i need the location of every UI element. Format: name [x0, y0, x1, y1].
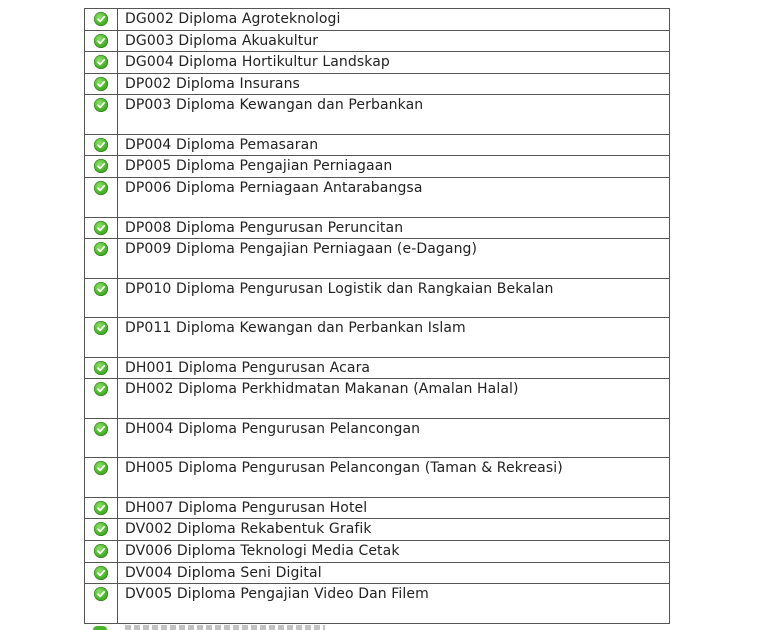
icon-cell: [85, 541, 118, 562]
course-name: DV004 Diploma Seni Digital: [125, 564, 322, 581]
table-row: [85, 358, 669, 380]
course-name: DV006 Diploma Teknologi Media Cetak: [125, 542, 400, 559]
check-circle-icon: [94, 77, 108, 91]
course-name: DG003 Diploma Akuakultur: [125, 32, 319, 49]
check-circle-icon: [94, 242, 108, 256]
table-row: [85, 74, 669, 96]
icon-cell: [85, 135, 118, 156]
table-row: [85, 279, 669, 319]
icon-cell: [85, 31, 118, 52]
check-circle-icon: [94, 321, 108, 335]
table-row: [85, 458, 669, 498]
table-row: [85, 31, 669, 53]
partial-next-row: [84, 625, 668, 630]
table-row: [85, 239, 669, 279]
course-name: DG002 Diploma Agroteknologi: [125, 11, 341, 27]
course-name: DH005 Diploma Pengurusan Pelancongan (Taman & Rekreasi): [125, 460, 563, 477]
icon-cell: [85, 74, 118, 95]
check-circle-icon: [94, 587, 108, 601]
table-row: [85, 52, 669, 74]
course-name: DP005 Diploma Pengajian Perniagaan: [125, 158, 393, 175]
icon-cell: [85, 358, 118, 379]
course-name: DP008 Diploma Pengurusan Peruncitan: [125, 219, 404, 236]
check-circle-icon: [94, 159, 108, 173]
check-circle-icon: [94, 361, 108, 375]
course-name: DH001 Diploma Pengurusan Acara: [125, 359, 371, 376]
check-circle-icon: [94, 422, 108, 436]
icon-cell: [85, 318, 118, 357]
icon-cell: [85, 584, 118, 623]
check-circle-icon: [94, 221, 108, 235]
icon-cell: [85, 95, 118, 134]
check-circle-icon: [94, 181, 108, 195]
icon-cell: [85, 279, 118, 318]
check-circle-icon: [94, 138, 108, 152]
table-row: [85, 563, 669, 585]
table-row: [85, 379, 669, 419]
icon-cell: [85, 178, 118, 217]
course-name: DV005 Diploma Pengajian Video Dan Filem: [125, 586, 429, 603]
icon-cell: [85, 239, 118, 278]
check-circle-icon: [94, 544, 108, 558]
table-row: [85, 135, 669, 157]
icon-cell: [85, 52, 118, 73]
course-name: DP009 Diploma Pengajian Perniagaan (e-Dagang): [125, 241, 478, 258]
icon-cell: [85, 379, 118, 418]
check-circle-icon: [94, 98, 108, 112]
table-row: [85, 156, 669, 178]
check-circle-icon: [94, 55, 108, 69]
table-row: [85, 584, 669, 624]
icon-cell: [85, 563, 118, 584]
check-circle-icon: [94, 566, 108, 580]
course-name: DP003 Diploma Kewangan dan Perbankan: [125, 97, 424, 114]
icon-cell: [85, 218, 118, 239]
course-name: DG004 Diploma Hortikultur Landskap: [125, 54, 390, 71]
check-circle-icon: [94, 461, 108, 475]
course-name: DP006 Diploma Perniagaan Antarabangsa: [125, 180, 423, 197]
table-row: [85, 218, 669, 240]
course-table: [84, 8, 670, 624]
check-circle-icon: [94, 12, 108, 26]
icon-cell: [85, 419, 118, 458]
table-row: [85, 419, 669, 459]
check-circle-icon: [94, 501, 108, 515]
check-circle-icon: [94, 34, 108, 48]
table-row: [85, 318, 669, 358]
icon-cell: [85, 9, 118, 30]
check-circle-icon: [94, 522, 108, 536]
icon-cell: [85, 498, 118, 519]
course-name: DV002 Diploma Rekabentuk Grafik: [125, 521, 372, 538]
table-row: [85, 498, 669, 520]
course-name: DH002 Diploma Perkhidmatan Makanan (Amalan Halal): [125, 381, 519, 398]
check-circle-icon: [94, 282, 108, 296]
icon-cell: [85, 519, 118, 540]
check-circle-icon: [94, 382, 108, 396]
icon-cell: [85, 458, 118, 497]
table-row: [85, 541, 669, 563]
course-name: DH007 Diploma Pengurusan Hotel: [125, 499, 368, 516]
course-name: DP004 Diploma Pemasaran: [125, 136, 319, 153]
table-row: [85, 95, 669, 135]
table-row: [85, 519, 669, 541]
partial-row-text: [125, 625, 325, 630]
course-name: DP010 Diploma Pengurusan Logistik dan Rangkaian Bekalan: [125, 280, 554, 297]
check-circle-icon: [93, 626, 107, 630]
table-row: [85, 9, 669, 31]
course-name: DP002 Diploma Insurans: [125, 75, 300, 92]
course-name: DP011 Diploma Kewangan dan Perbankan Islam: [125, 320, 466, 337]
course-name: DH004 Diploma Pengurusan Pelancongan: [125, 420, 421, 437]
table-row: [85, 178, 669, 218]
icon-cell: [85, 156, 118, 177]
